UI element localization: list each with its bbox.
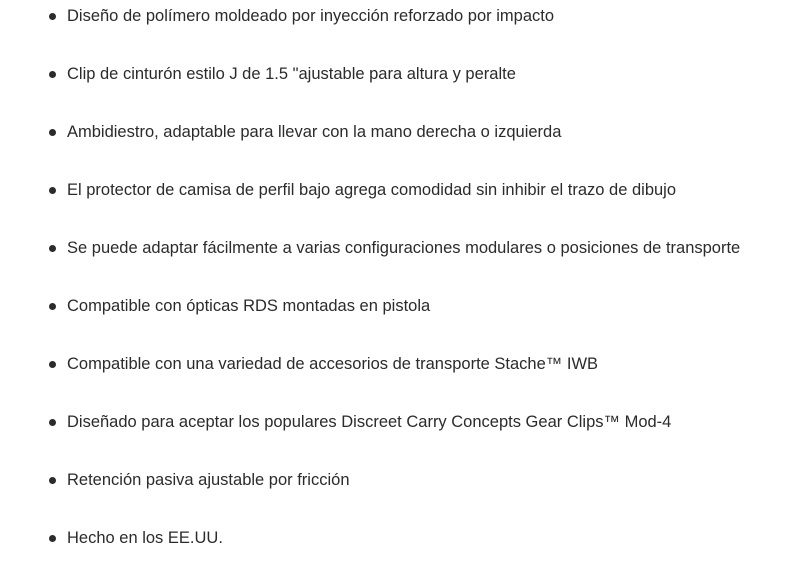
list-item (0, 348, 802, 406)
list-item (0, 522, 802, 580)
bullet-icon (49, 303, 56, 310)
bullet-icon (49, 187, 56, 194)
bullet-icon (49, 245, 56, 252)
list-item (0, 116, 802, 174)
list-item-text: El protector de camisa de perfil bajo agrega comodidad sin inhibir el trazo de dibujo (67, 181, 677, 199)
list-item (0, 58, 802, 116)
list-item-text: Compatible con una variedad de accesorios de transporte Stache™ IWB (67, 355, 599, 373)
list-item-text: Hecho en los EE.UU. (67, 529, 223, 547)
bullet-icon (49, 71, 56, 78)
list-item-text: Compatible con ópticas RDS montadas en pistola (67, 297, 431, 315)
bullet-icon (49, 129, 56, 136)
list-item (0, 406, 802, 464)
list-item-text: Diseño de polímero moldeado por inyección reforzado por impacto (67, 7, 555, 25)
list-item-text: Ambidiestro, adaptable para llevar con la mano derecha o izquierda (67, 123, 562, 141)
bullet-icon (49, 535, 56, 542)
list-item (0, 0, 802, 58)
list-item (0, 232, 802, 290)
list-item-text: Se puede adaptar fácilmente a varias configuraciones modulares o posiciones de transporte (67, 239, 741, 257)
list-item-text: Retención pasiva ajustable por fricción (67, 471, 350, 489)
list-item-text: Clip de cinturón estilo J de 1.5 "ajustable para altura y peralte (67, 65, 516, 83)
bullet-icon (49, 477, 56, 484)
list-item (0, 174, 802, 232)
list-item (0, 464, 802, 522)
list-item (0, 290, 802, 348)
list-item-text: Diseñado para aceptar los populares Discreet Carry Concepts Gear Clips™ Mod-4 (67, 413, 672, 431)
bullet-icon (49, 361, 56, 368)
bullet-icon (49, 419, 56, 426)
bullet-icon (49, 13, 56, 20)
